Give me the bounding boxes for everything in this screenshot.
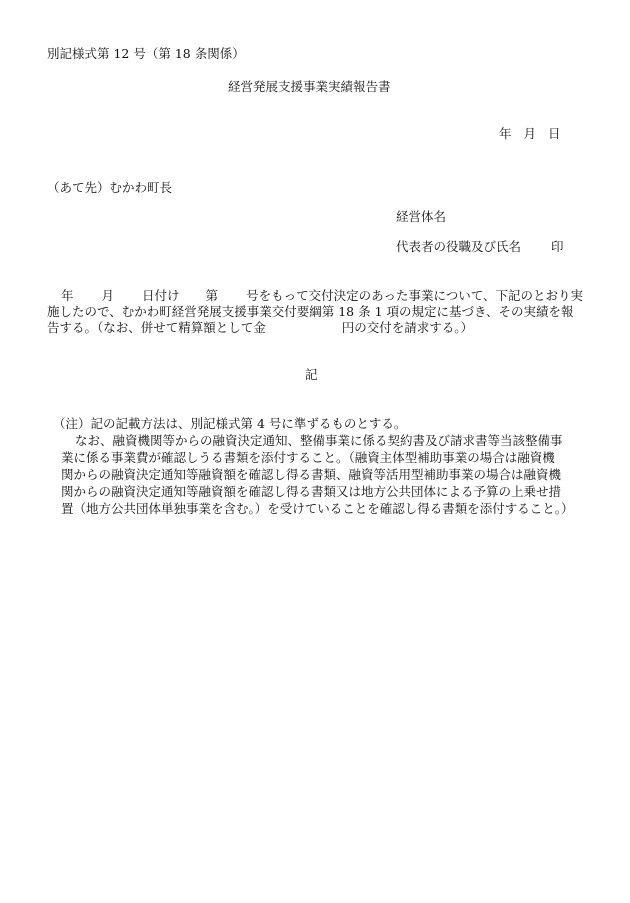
note-line-6: 置（地方公共団体単独事業を含む。）を受けていることを確認し得る書類を添付すること。） bbox=[61, 501, 574, 516]
body-month: 月 bbox=[101, 288, 115, 303]
note-line-5: 関からの融資決定通知等融資額を確認し得る書類又は地方公共団体による予算の上乗せ措 bbox=[61, 484, 562, 499]
addressee: （あて先）むかわ町長 bbox=[47, 180, 173, 195]
date-line bbox=[499, 127, 561, 141]
entity-label: 経営体名 bbox=[396, 209, 447, 224]
date-day: 日 bbox=[548, 126, 561, 141]
date-month: 月 bbox=[523, 126, 537, 141]
representative-line bbox=[396, 240, 564, 254]
note-line-3: 業に係る事業費が確認しうる書類を添付すること。（融資主体型補助事業の場合は融資機 bbox=[61, 450, 555, 465]
document-title: 経営発展支援事業実績報告書 bbox=[228, 79, 391, 94]
body-date-suffix: 日付け bbox=[142, 288, 180, 303]
body-line-1 bbox=[61, 289, 583, 303]
date-year: 年 bbox=[499, 126, 512, 141]
note-line-1: （注）記の記載方法は、別記様式第 4 号に準ずるものとする。 bbox=[53, 416, 407, 431]
representative-label: 代表者の役職及び氏名 bbox=[396, 239, 522, 254]
ki-heading: 記 bbox=[305, 367, 318, 382]
body-line-1-rest: 号をもって交付決定のあった事業について、下記のとおり実 bbox=[246, 288, 583, 303]
body-year: 年 bbox=[61, 288, 74, 303]
body-line-3-a: 告する。（なお、併せて精算額として金 bbox=[47, 320, 266, 335]
body-line-3 bbox=[47, 321, 473, 335]
body-number-prefix: 第 bbox=[205, 288, 219, 303]
seal-mark: 印 bbox=[551, 239, 564, 254]
note-line-4: 関からの融資決定通知等融資額を確認し得る書類、融資等活用型補助事業の場合は融資機 bbox=[61, 467, 562, 482]
body-line-3-b: 円の交付を請求する。） bbox=[341, 320, 474, 335]
note-line-2: なお、融資機関等からの融資決定通知、整備事業に係る契約書及び請求書等当該整備事 bbox=[75, 433, 563, 448]
form-number: 別記様式第 12 号（第 18 条関係） bbox=[47, 46, 245, 61]
body-line-2: 施したので、むかわ町経営発展支援事業交付要綱第 18 条 1 項の規定に基づき、その実績を報 bbox=[47, 304, 574, 319]
